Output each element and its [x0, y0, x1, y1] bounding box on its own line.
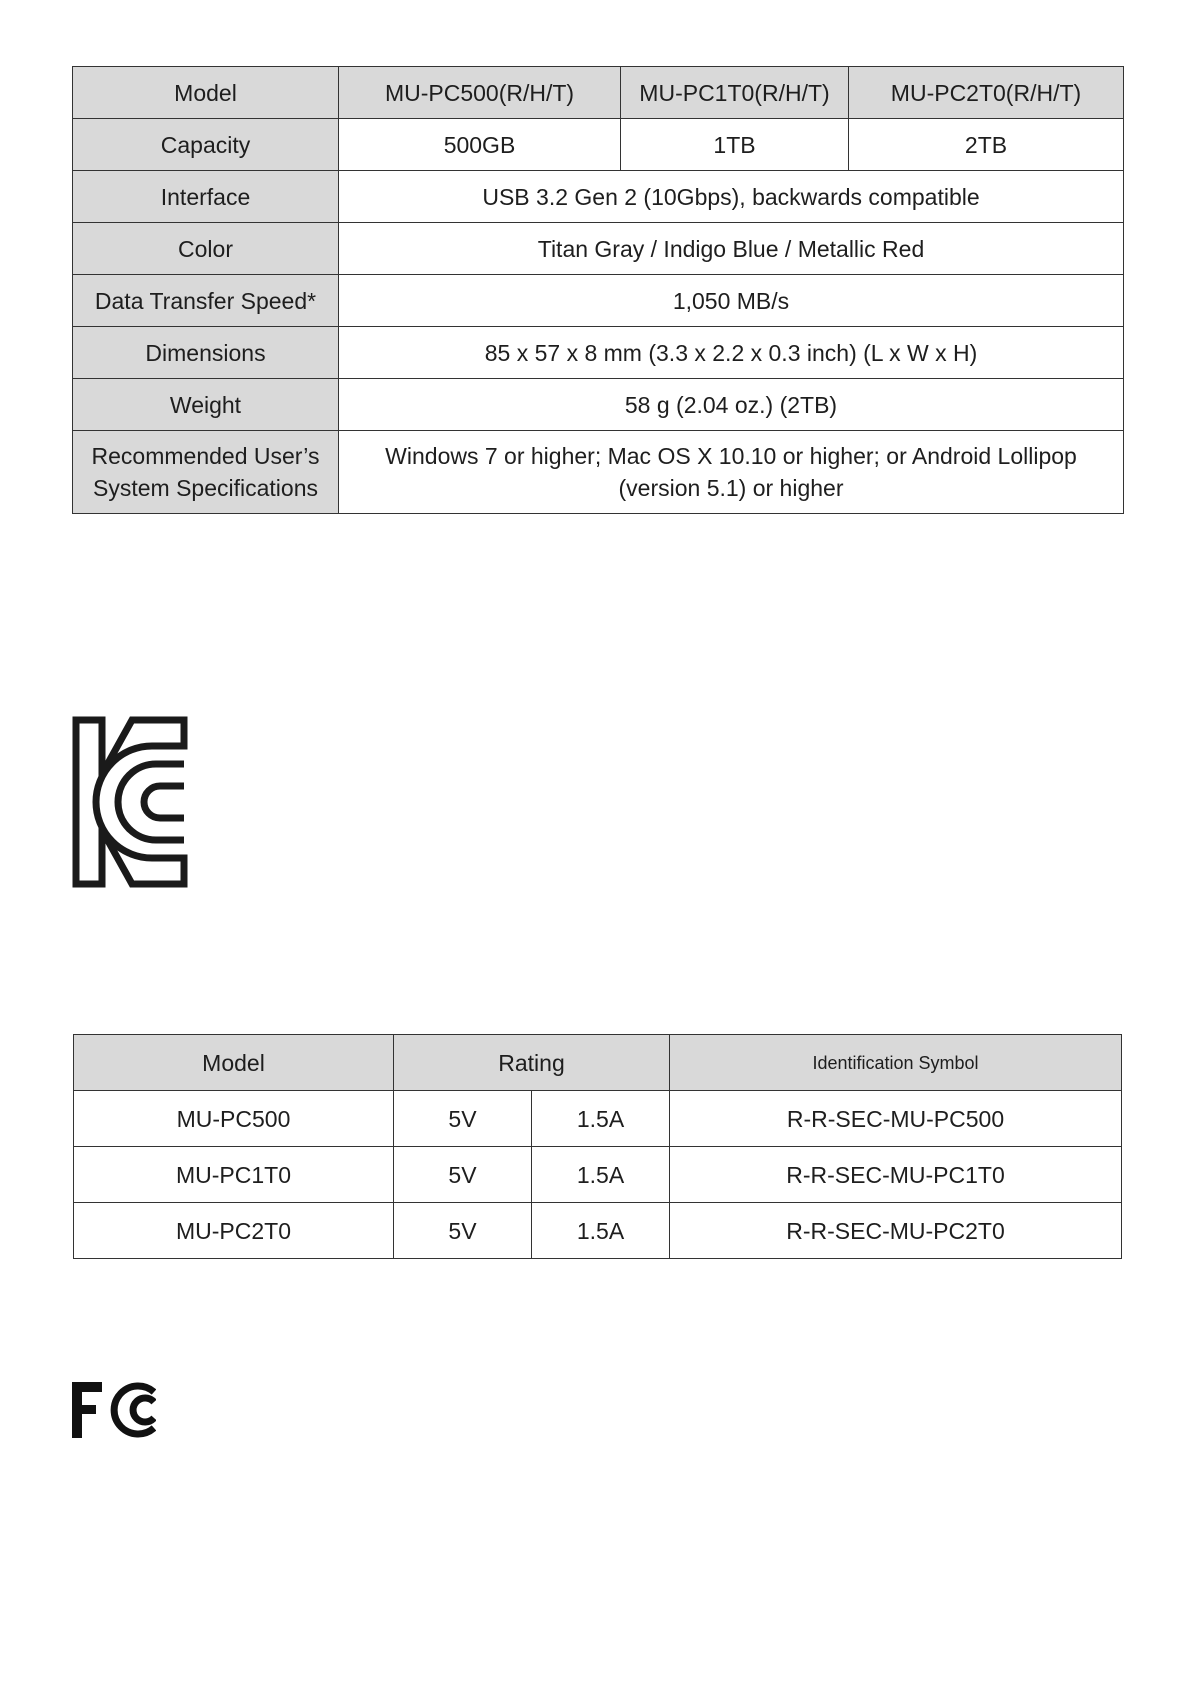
spec-row-color [73, 223, 1124, 275]
cert-current: 1.5A [532, 1203, 670, 1259]
spec-value-weight: 58 g (2.04 oz.) (2TB) [339, 379, 1124, 431]
cert-id: R-R-SEC-MU-PC2T0 [670, 1203, 1122, 1259]
spec-model-500: MU-PC500(R/H/T) [339, 67, 621, 119]
spec-row-capacity [73, 119, 1124, 171]
spec-label-capacity: Capacity [73, 119, 339, 171]
cert-model: MU-PC2T0 [74, 1203, 394, 1259]
spec-row-weight [73, 379, 1124, 431]
cert-row [74, 1091, 1122, 1147]
spec-capacity-1t0: 1TB [621, 119, 849, 171]
cert-current: 1.5A [532, 1091, 670, 1147]
spec-model-1t0: MU-PC1T0(R/H/T) [621, 67, 849, 119]
spec-value-interface: USB 3.2 Gen 2 (10Gbps), backwards compatible [339, 171, 1124, 223]
cert-header-rating: Rating [394, 1035, 670, 1091]
spec-value-requirements [339, 431, 1124, 514]
cert-header-model: Model [74, 1035, 394, 1091]
spec-model-2t0: MU-PC2T0(R/H/T) [849, 67, 1124, 119]
spec-value-speed: 1,050 MB/s [339, 275, 1124, 327]
spec-row-interface [73, 171, 1124, 223]
kc-mark-icon [72, 716, 188, 888]
spec-label-color: Color [73, 223, 339, 275]
spec-value-requirements-line2: (version 5.1) or higher [618, 475, 844, 501]
cert-voltage: 5V [394, 1091, 532, 1147]
cert-model: MU-PC500 [74, 1091, 394, 1147]
spec-row-speed [73, 275, 1124, 327]
spec-capacity-500: 500GB [339, 119, 621, 171]
cert-header-id-symbol: Identification Symbol [670, 1035, 1122, 1091]
cert-current: 1.5A [532, 1147, 670, 1203]
spec-label-model: Model [73, 67, 339, 119]
spec-row-dimensions [73, 327, 1124, 379]
spec-capacity-2t0: 2TB [849, 119, 1124, 171]
certification-table [73, 1034, 1122, 1259]
cert-row [74, 1203, 1122, 1259]
cert-id: R-R-SEC-MU-PC500 [670, 1091, 1122, 1147]
spec-row-requirements [73, 431, 1124, 514]
spec-label-requirements-line2: System Specifications [93, 475, 318, 501]
spec-label-weight: Weight [73, 379, 339, 431]
spec-label-dimensions: Dimensions [73, 327, 339, 379]
cert-header-row [74, 1035, 1122, 1091]
spec-value-requirements-line1: Windows 7 or higher; Mac OS X 10.10 or higher; or Android Lollipop [385, 443, 1077, 469]
spec-row-model [73, 67, 1124, 119]
specifications-table [72, 66, 1124, 514]
spec-label-requirements-line1: Recommended User’s [91, 443, 320, 469]
spec-label-requirements [73, 431, 339, 514]
cert-voltage: 5V [394, 1203, 532, 1259]
spec-value-dimensions: 85 x 57 x 8 mm (3.3 x 2.2 x 0.3 inch) (L x W x H) [339, 327, 1124, 379]
cert-id: R-R-SEC-MU-PC1T0 [670, 1147, 1122, 1203]
spec-label-interface: Interface [73, 171, 339, 223]
spec-value-color: Titan Gray / Indigo Blue / Metallic Red [339, 223, 1124, 275]
cert-row [74, 1147, 1122, 1203]
fc-mark-icon [70, 1380, 156, 1440]
cert-voltage: 5V [394, 1147, 532, 1203]
spec-label-speed: Data Transfer Speed* [73, 275, 339, 327]
cert-model: MU-PC1T0 [74, 1147, 394, 1203]
